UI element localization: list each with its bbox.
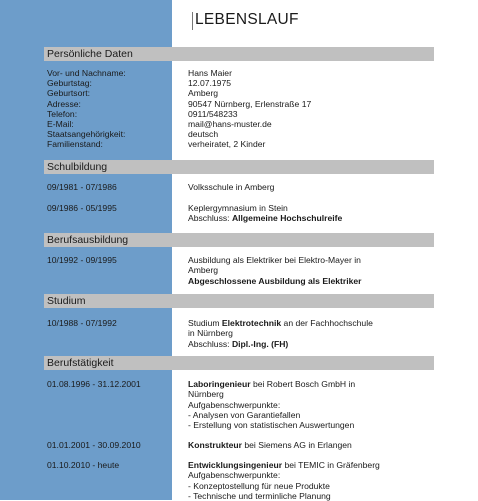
personal-value: 0911/548233 <box>188 108 238 119</box>
training-line3: Abgeschlossene Ausbildung als Elektriker <box>188 275 362 286</box>
section-school-label: Schulbildung <box>47 161 108 173</box>
school-entry-1: Volksschule in Amberg <box>188 182 275 192</box>
job-2-period: 01.01.2001 - 30.09.2010 <box>47 440 141 450</box>
study-line3: Abschluss: Dipl.-Ing. (FH) <box>188 338 289 349</box>
text-cursor <box>192 12 193 30</box>
job-3-title: Entwicklungsingenieur bei TEMIC in Gräfenberg <box>188 460 380 470</box>
personal-label: Adresse: <box>47 98 81 109</box>
personal-value: 12.07.1975 <box>188 78 232 89</box>
job-1-line: Aufgabenschwerpunkte: <box>188 399 281 410</box>
school-period-2: 09/1986 - 05/1995 <box>47 203 117 213</box>
school-entry-2 <box>188 203 342 224</box>
section-study-heading <box>44 294 434 308</box>
section-training-label: Berufsausbildung <box>47 234 129 246</box>
section-personal-heading <box>44 47 434 61</box>
personal-value: 90547 Nürnberg, Erlenstraße 17 <box>188 98 312 109</box>
study-entry <box>188 318 373 349</box>
school-entry-2-line1: Keplergymnasium in Stein <box>188 203 288 213</box>
personal-value: Amberg <box>188 88 219 99</box>
section-personal-label: Persönliche Daten <box>47 48 133 60</box>
personal-label: Familienstand: <box>47 139 103 150</box>
job-3-line: - Konzeptostellung für neue Produkte <box>188 480 330 491</box>
job-2-entry <box>188 440 352 450</box>
job-2-title: Konstrukteur bei Siemens AG in Erlangen <box>188 440 352 450</box>
training-period: 10/1992 - 09/1995 <box>47 255 117 265</box>
job-3-entry <box>188 460 380 501</box>
personal-value: verheiratet, 2 Kinder <box>188 139 266 150</box>
personal-label: Geburtstag: <box>47 78 92 89</box>
section-work-heading <box>44 356 434 370</box>
study-line2: in Nürnberg <box>188 328 233 339</box>
personal-value: Hans Maier <box>188 68 232 78</box>
job-3-line: Aufgabenschwerpunkte: <box>188 470 281 481</box>
job-3-line: - Technische und terminliche Planung <box>188 490 331 501</box>
personal-label: Staatsangehörigkeit: <box>47 129 126 140</box>
personal-label: Telefon: <box>47 108 78 119</box>
training-entry <box>188 255 362 286</box>
job-1-title: Laboringenieur bei Robert Bosch GmbH in <box>188 379 356 389</box>
job-1-line: - Erstellung von statistischen Auswertungen <box>188 420 355 431</box>
personal-label: Vor- und Nachname: <box>47 68 126 78</box>
job-3-period: 01.10.2010 - heute <box>47 460 120 470</box>
study-line1: Studium Elektrotechnik an der Fachhochschule <box>188 318 373 328</box>
job-1-period: 01.08.1996 - 31.12.2001 <box>47 379 141 389</box>
training-line2: Amberg <box>188 265 219 276</box>
job-1-line: Nürnberg <box>188 389 224 400</box>
training-line1: Ausbildung als Elektriker bei Elektro-Mayer in <box>188 255 361 265</box>
personal-label: E-Mail: <box>47 119 74 129</box>
job-1-entry <box>188 379 355 430</box>
study-period: 10/1988 - 07/1992 <box>47 318 117 328</box>
personal-label: Geburtsort: <box>47 88 90 99</box>
section-training-heading <box>44 233 434 247</box>
section-study-label: Studium <box>47 295 86 307</box>
school-period-1: 09/1981 - 07/1986 <box>47 182 117 192</box>
section-work-label: Berufstätigkeit <box>47 357 114 369</box>
school-entry-2-line2: Abschluss: Allgemeine Hochschulreife <box>188 213 343 224</box>
section-school-heading <box>44 160 434 174</box>
personal-value: deutsch <box>188 129 219 140</box>
personal-value: mail@hans-muster.de <box>188 119 272 129</box>
job-1-line: - Analysen von Garantiefallen <box>188 409 301 420</box>
page-title: LEBENSLAUF <box>195 11 299 28</box>
